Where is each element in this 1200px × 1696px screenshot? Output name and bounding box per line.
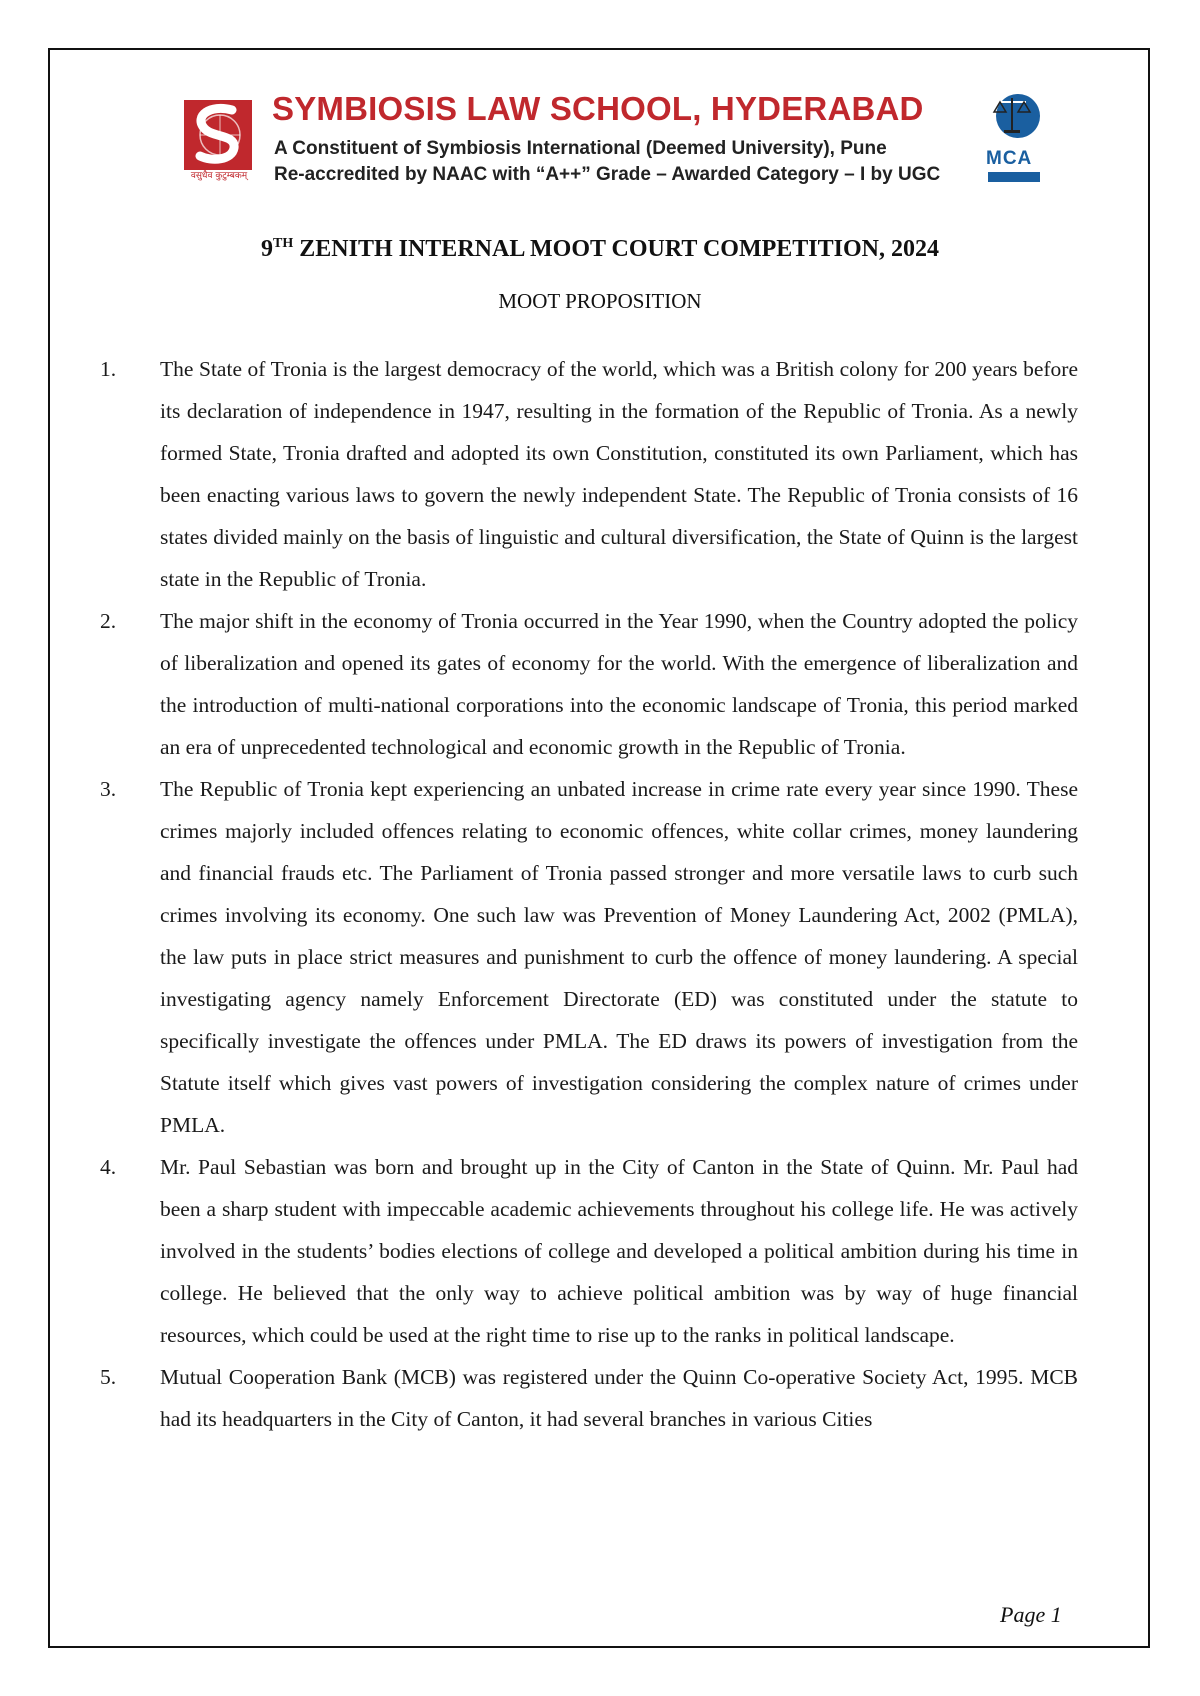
letterhead — [180, 90, 1040, 190]
document-subtitle: MOOT PROPOSITION — [498, 289, 702, 313]
paragraph-text: The major shift in the economy of Tronia occurred in the Year 1990, when the Country adopted the policy of liberalization and opened its gates of economy for the world. With the emergence of liberalization and the introduction of multi-national corporations into the economic landscape of Tronia, this period marked an era of unprecedented technological and economic growth in the Republic of Tronia. — [160, 609, 1078, 759]
paragraph-item — [100, 1356, 1078, 1440]
paragraph-number: 2. — [100, 609, 117, 633]
logo-tagline: वसुधैव कुटुम्बकम् — [190, 171, 248, 181]
paragraph-item — [100, 600, 1078, 768]
title-superscript: TH — [273, 236, 294, 251]
affiliation-line-2: Re-accredited by NAAC with “A++” Grade – Awarded Category – I by UGC — [274, 164, 941, 185]
title-number: 9 — [261, 236, 274, 262]
mca-logo — [980, 90, 1050, 190]
paragraph-text: The State of Tronia is the largest democracy of the world, which was a British colony for 200 years before its declaration of independence in 1947, resulting in the formation of the Republic of Tronia. As a newly formed State, Tronia drafted and adopted its own Constitution, constituted its own Parliament, which has been enacting various laws to govern the newly independent State. The Republic of Tronia consists of 16 states divided mainly on the basis of linguistic and cultural diversification, the State of Quinn is the largest state in the Republic of Tronia. — [160, 357, 1078, 591]
title-text: ZENITH INTERNAL MOOT COURT COMPETITION, 2024 — [293, 236, 939, 262]
paragraph-item — [100, 348, 1078, 600]
mca-logo-band — [988, 172, 1040, 182]
paragraph-number: 5. — [100, 1365, 117, 1389]
paragraph-number: 4. — [100, 1155, 117, 1179]
mca-logo-text: MCA — [986, 148, 1033, 169]
school-name: SYMBIOSIS LAW SCHOOL, HYDERABAD — [272, 90, 924, 127]
paragraph-text: Mr. Paul Sebastian was born and brought up in the City of Canton in the State of Quinn. Mr. Paul had been a sharp student with impeccable academic achievements throughout his college life. He was actively involved in the students’ bodies elections of college and developed a political ambition during his time in college. He believed that the only way to achieve political ambition was by way of huge financial resources, which could be used at the right time to rise up to the ranks in political landscape. — [160, 1155, 1078, 1347]
proposition-body — [100, 348, 1078, 1440]
affiliation-line-1: A Constituent of Symbiosis International (Deemed University), Pune — [274, 138, 887, 159]
paragraph-item — [100, 768, 1078, 1146]
competition-title — [0, 236, 1200, 263]
page-number: Page 1 — [1000, 1602, 1062, 1627]
paragraph-number: 3. — [100, 777, 117, 801]
paragraph-item — [100, 1146, 1078, 1356]
paragraph-text: The Republic of Tronia kept experiencing an unbated increase in crime rate every year since 1990. These crimes majorly included offences relating to economic offences, white collar crimes, money laundering and financial frauds etc. The Parliament of Tronia passed stronger and more versatile laws to curb such crimes involving its economy. One such law was Prevention of Money Laundering Act, 2002 (PMLA), the law puts in place strict measures and punishment to curb the offence of money laundering. A special investigating agency namely Enforcement Directorate (ED) was constituted under the statute to specifically investigate the offences under PMLA. The ED draws its powers of investigation from the Statute itself which gives vast powers of investigation considering the complex nature of crimes under PMLA. — [160, 777, 1078, 1137]
paragraph-text: Mutual Cooperation Bank (MCB) was registered under the Quinn Co-operative Society Act, 1995. MCB had its headquarters in the City of Canton, it had several branches in various Cities — [160, 1365, 1078, 1431]
paragraph-number: 1. — [100, 357, 117, 381]
